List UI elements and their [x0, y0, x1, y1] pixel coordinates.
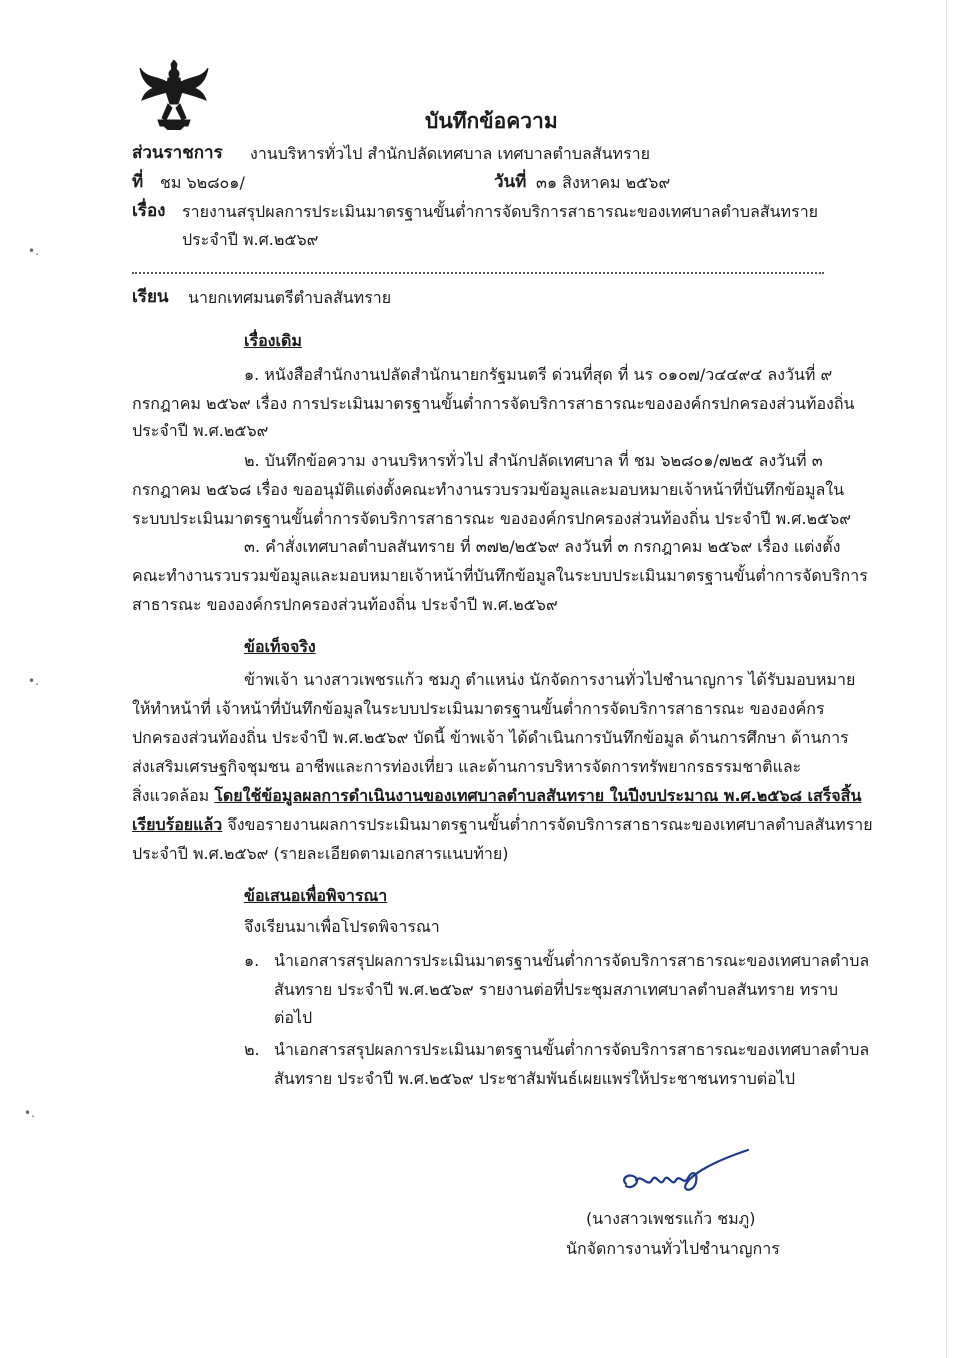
header-divider [132, 272, 824, 274]
proposal-heading: ข้อเสนอเพื่อพิจารณา [244, 886, 388, 905]
page-edge-line [946, 0, 947, 1358]
proposal-intro: จึงเรียนมาเพื่อโปรดพิจารณา [244, 917, 440, 936]
proposal-item-line: สันทราย ประจำปี พ.ศ.๒๕๖๙ รายงานต่อที่ประชุมสภาเทศบาลตำบลสันทราย ทราบ [274, 980, 839, 999]
facts-line [132, 786, 861, 806]
proposal-item-line: นำเอกสารสรุปผลการประเมินมาตรฐานขั้นต่ำการจัดบริการสาธารณะของเทศบาลตำบล [274, 951, 870, 970]
background-line: กรกฎาคม ๒๕๖๙ เรื่อง การประเมินมาตรฐานขั้นต่ำการจัดบริการสาธารณะขององค์กรปกครองส่วนท้องถิ่น [132, 394, 855, 413]
facts-heading: ข้อเท็จจริง [244, 637, 316, 656]
proposal-item-line: นำเอกสารสรุปผลการประเมินมาตรฐานขั้นต่ำการจัดบริการสาธารณะของเทศบาลตำบล [274, 1040, 870, 1059]
garuda-emblem-icon [138, 60, 210, 130]
facts-line-emphasis: เรียบร้อยแล้ว [132, 815, 223, 834]
proposal-item-line: สันทราย ประจำปี พ.ศ.๒๕๖๙ ประชาสัมพันธ์เผยแพร่ให้ประชาชนทราบต่อไป [274, 1069, 795, 1088]
scan-speck: •. [28, 674, 39, 688]
facts-line: ส่งเสริมเศรษฐกิจชุมชน อาชีพและการท่องเที่ยว และด้านการบริหารจัดการทรัพยากรธรรมชาติและ [132, 757, 802, 776]
subject-line: ประจำปี พ.ศ.๒๕๖๙ [182, 230, 319, 249]
facts-line-plain: สิ่งแวดล้อม [132, 786, 215, 805]
signer-position: นักจัดการงานทั่วไปชำนาญการ [566, 1239, 780, 1258]
subject-label: เรื่อง [132, 201, 166, 221]
proposal-item-line: ต่อไป [274, 1008, 313, 1027]
background-line: ประจำปี พ.ศ.๒๕๖๙ [132, 421, 269, 440]
agency-value: งานบริหารทั่วไป สำนักปลัดเทศบาล เทศบาลตำบลสันทราย [250, 144, 651, 163]
agency-label: ส่วนราชการ [132, 143, 223, 163]
scan-speck: •. [24, 1106, 35, 1120]
subject-line: รายงานสรุปผลการประเมินมาตรฐานขั้นต่ำการจัดบริการสาธารณะของเทศบาลตำบลสันทราย [182, 202, 819, 221]
date-label: วันที่ [494, 172, 527, 192]
facts-line-plain: จึงขอรายงานผลการประเมินมาตรฐานขั้นต่ำการจัดบริการสาธารณะของเทศบาลตำบลสันทราย [222, 815, 873, 834]
page-title: บันทึกข้อความ [425, 109, 558, 133]
scan-speck: •. [28, 244, 39, 258]
background-line: คณะทำงานรวบรวมข้อมูลและมอบหมายเจ้าหน้าที่บันทึกข้อมูลในระบบประเมินมาตรฐานขั้นต่ำการจัดบริการ [132, 566, 868, 585]
ref-value: ชม ๖๒๘๐๑/ [160, 173, 245, 192]
facts-line: ปกครองส่วนท้องถิ่น ประจำปี พ.ศ.๒๕๖๙ บัดนี้ ข้าพเจ้า ได้ดำเนินการบันทึกข้อมูล ด้านการศึกษา ด้านการ [132, 728, 849, 747]
facts-line [132, 815, 873, 835]
facts-line: ประจำปี พ.ศ.๒๕๖๙ (รายละเอียดตามเอกสารแนบท้าย) [132, 844, 509, 863]
background-line: สาธารณะ ขององค์กรปกครองส่วนท้องถิ่น ประจำปี พ.ศ.๒๕๖๙ [132, 595, 558, 614]
ref-label: ที่ [132, 172, 144, 192]
background-line: ระบบประเมินมาตรฐานขั้นต่ำการจัดบริการสาธารณะ ขององค์กรปกครองส่วนท้องถิ่น ประจำปี พ.ศ.๒๕๖๙ [132, 509, 852, 528]
date-value: ๓๑ สิงหาคม ๒๕๖๙ [536, 173, 671, 192]
facts-line-emphasis: โดยใช้ข้อมูลผลการดำเนินงานของเทศบาลตำบลสันทราย ในปีงบประมาณ พ.ศ.๒๕๖๘ เสร็จสิ้น [214, 786, 862, 805]
facts-line: ให้ทำหน้าที่ เจ้าหน้าที่บันทึกข้อมูลในระบบประเมินมาตรฐานขั้นต่ำการจัดบริการสาธารณะ ขององค์กร [132, 699, 825, 718]
background-line: ๓. คำสั่งเทศบาลตำบลสันทราย ที่ ๓๗๒/๒๕๖๙ ลงวันที่ ๓ กรกฎาคม ๒๕๖๙ เรื่อง แต่งตั้ง [244, 537, 841, 556]
handwritten-signature [612, 1148, 762, 1208]
background-line: ๑. หนังสือสำนักงานปลัดสำนักนายกรัฐมนตรี ด่วนที่สุด ที่ นร ๐๑๐๗/ว๔๔๙๔ ลงวันที่ ๙ [244, 365, 833, 384]
background-heading: เรื่องเดิม [244, 331, 302, 350]
facts-line: ข้าพเจ้า นางสาวเพชรแก้ว ชมภู ตำแหน่ง นักจัดการงานทั่วไปชำนาญการ ได้รับมอบหมาย [244, 670, 856, 689]
signer-name: (นางสาวเพชรแก้ว ชมภู) [586, 1209, 756, 1228]
proposal-item-number: ๒. [244, 1040, 260, 1059]
to-label: เรียน [132, 287, 169, 307]
proposal-item-number: ๑. [244, 951, 260, 970]
background-line: กรกฎาคม ๒๕๖๘ เรื่อง ขออนุมัติแต่งตั้งคณะทำงานรวบรวมข้อมูลและมอบหมายเจ้าหน้าที่บันทึกข้อมูลใน [132, 480, 845, 499]
background-line: ๒. บันทึกข้อความ งานบริหารทั่วไป สำนักปลัดเทศบาล ที่ ชม ๖๒๘๐๑/๗๒๕ ลงวันที่ ๓ [244, 451, 823, 470]
to-value: นายกเทศมนตรีตำบลสันทราย [188, 288, 392, 307]
